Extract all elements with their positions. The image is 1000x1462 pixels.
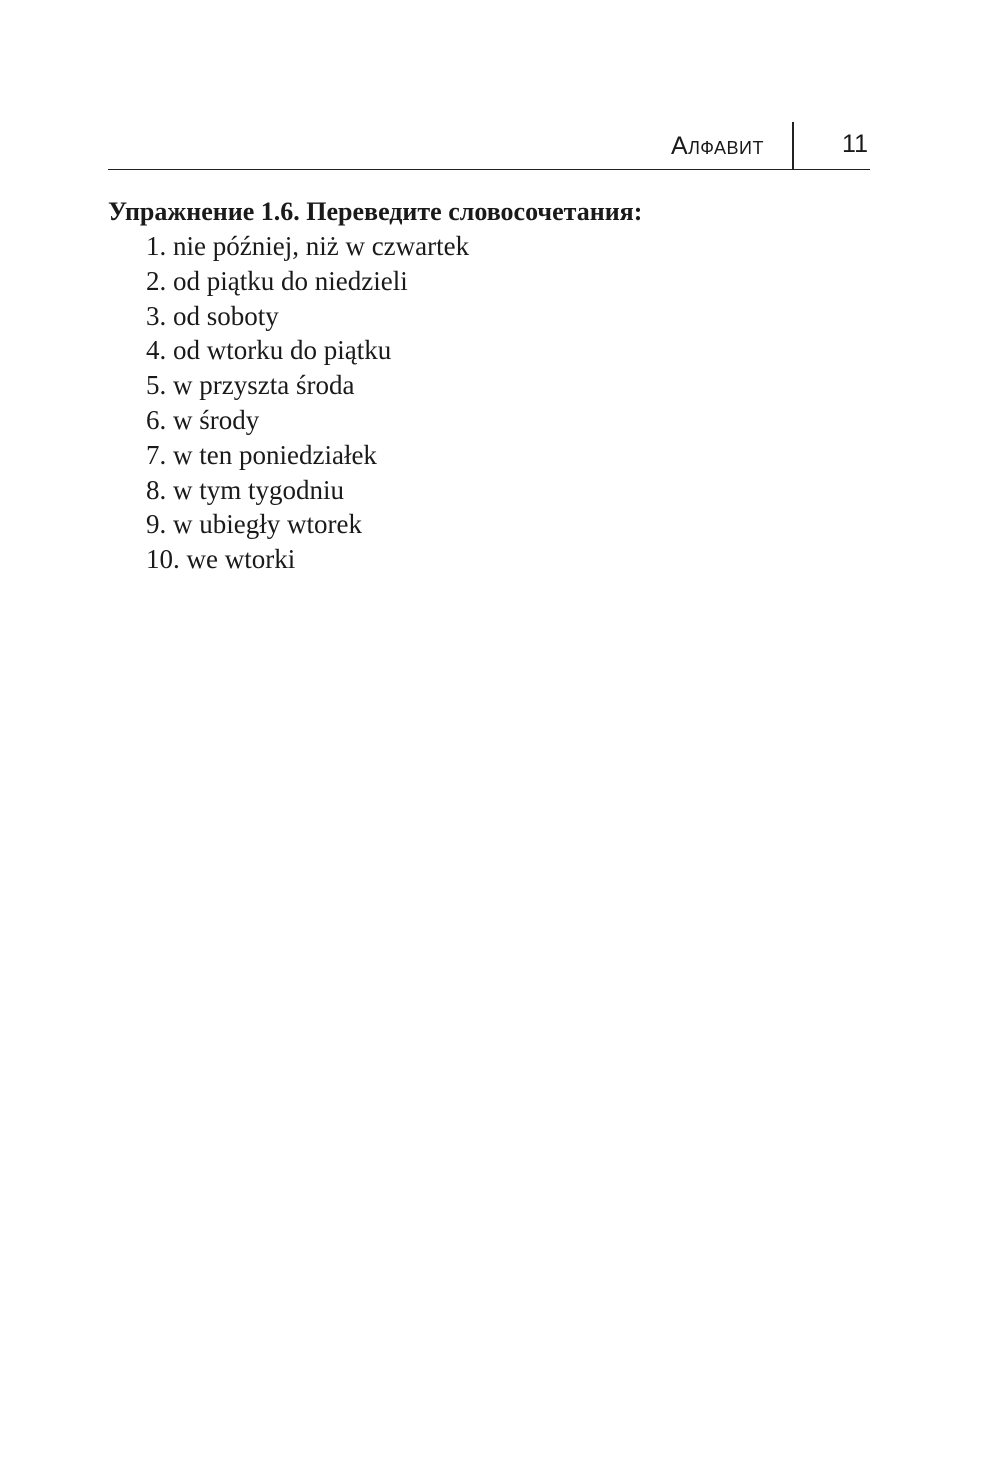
list-item: 6. w środy <box>146 404 260 435</box>
list-item: 7. w ten poniedziałek <box>146 439 377 470</box>
section-title: Алфавит <box>670 132 764 160</box>
header-divider <box>792 122 794 169</box>
list-item: 2. od piątku do niedzieli <box>146 265 408 296</box>
exercise-list <box>108 229 870 577</box>
list-item: 4. od wtorku do piątku <box>146 335 392 366</box>
running-head <box>108 122 870 170</box>
list-item: 5. w przyszta środa <box>146 370 355 401</box>
page-number: 11 <box>842 130 868 158</box>
exercise-block <box>108 195 870 577</box>
exercise-title: Упражнение 1.6. Переведите словосочетания: <box>108 197 643 226</box>
list-item: 3. od soboty <box>146 300 279 331</box>
list-item: 1. nie później, niż w czwartek <box>146 231 470 261</box>
list-item: 9. w ubiegły wtorek <box>146 509 362 540</box>
list-item: 10. we wtorki <box>146 544 296 575</box>
list-item: 8. w tym tygodniu <box>146 474 345 505</box>
